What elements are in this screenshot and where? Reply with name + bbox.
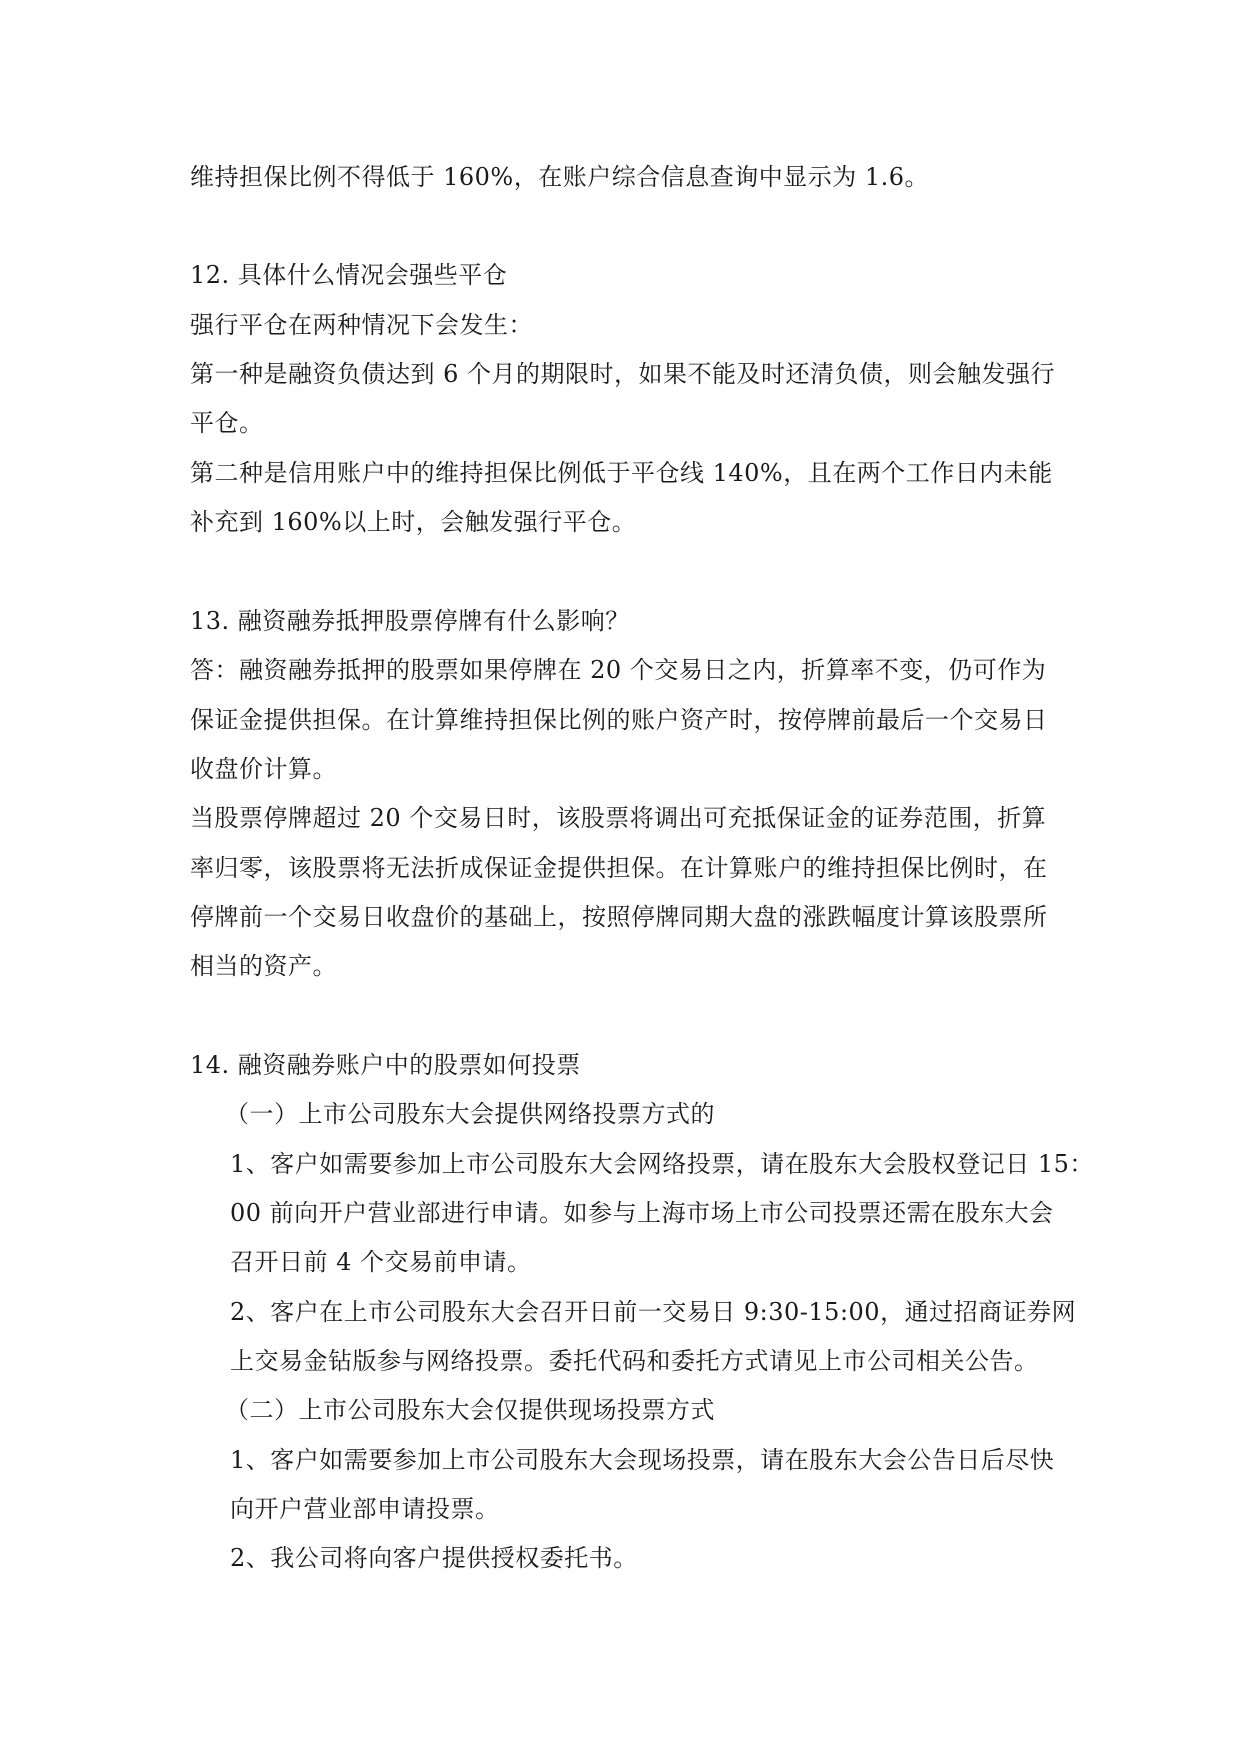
text-line-25: 向开户营业部申请投票。: [230, 1495, 500, 1523]
text-line-13: 率归零，该股票将无法折成保证金提供担保。在计算账户的维持担保比例时，在: [190, 854, 1048, 882]
text-line-14: 停牌前一个交易日收盘价的基础上，按照停牌同期大盘的涨跌幅度计算该股票所: [190, 903, 1048, 931]
text-line-4: 第一种是融资负债达到 6 个月的期限时，如果不能及时还清负债，则会触发强行: [190, 360, 1056, 388]
text-line-18: 1、客户如需要参加上市公司股东大会网络投票，请在股东大会股权登记日 15：: [230, 1150, 1094, 1178]
text-line-12: 当股票停牌超过 20 个交易日时，该股票将调出可充抵保证金的证券范围，折算: [190, 804, 1047, 832]
text-line-3: 强行平仓在两种情况下会发生：: [190, 311, 533, 339]
text-line-26: 2、我公司将向客户提供授权委托书。: [230, 1544, 638, 1572]
subsection-1-heading: （一）上市公司股东大会提供网络投票方式的: [225, 1100, 715, 1128]
text-line-15: 相当的资产。: [190, 952, 337, 980]
text-line-11: 收盘价计算。: [190, 755, 337, 783]
text-line-20: 召开日前 4 个交易前申请。: [230, 1248, 532, 1276]
text-line-22: 上交易金钻版参与网络投票。委托代码和委托方式请见上市公司相关公告。: [230, 1347, 1039, 1375]
question-13-heading: 13. 融资融券抵押股票停牌有什么影响？: [190, 607, 630, 635]
text-line-6: 第二种是信用账户中的维持担保比例低于平仓线 140%，且在两个工作日内未能: [190, 459, 1053, 487]
text-line-5: 平仓。: [190, 409, 264, 437]
text-line-19: 00 前向开户营业部进行申请。如参与上海市场上市公司投票还需在股东大会: [230, 1199, 1054, 1227]
question-14-heading: 14. 融资融券账户中的股票如何投票: [190, 1051, 581, 1079]
text-line-1: 维持担保比例不得低于 160%，在账户综合信息查询中显示为 1.6。: [190, 163, 930, 191]
text-line-24: 1、客户如需要参加上市公司股东大会现场投票，请在股东大会公告日后尽快: [230, 1446, 1055, 1474]
text-line-9: 答：融资融券抵押的股票如果停牌在 20 个交易日之内，折算率不变，仍可作为: [190, 656, 1047, 684]
text-line-10: 保证金提供担保。在计算维持担保比例的账户资产时，按停牌前最后一个交易日: [190, 706, 1048, 734]
subsection-2-heading: （二）上市公司股东大会仅提供现场投票方式: [225, 1396, 715, 1424]
text-line-7: 补充到 160%以上时，会触发强行平仓。: [190, 508, 637, 536]
text-line-21: 2、客户在上市公司股东大会召开日前一交易日 9:30-15:00，通过招商证券网: [230, 1298, 1077, 1326]
question-12-heading: 12. 具体什么情况会强些平仓: [190, 261, 508, 289]
